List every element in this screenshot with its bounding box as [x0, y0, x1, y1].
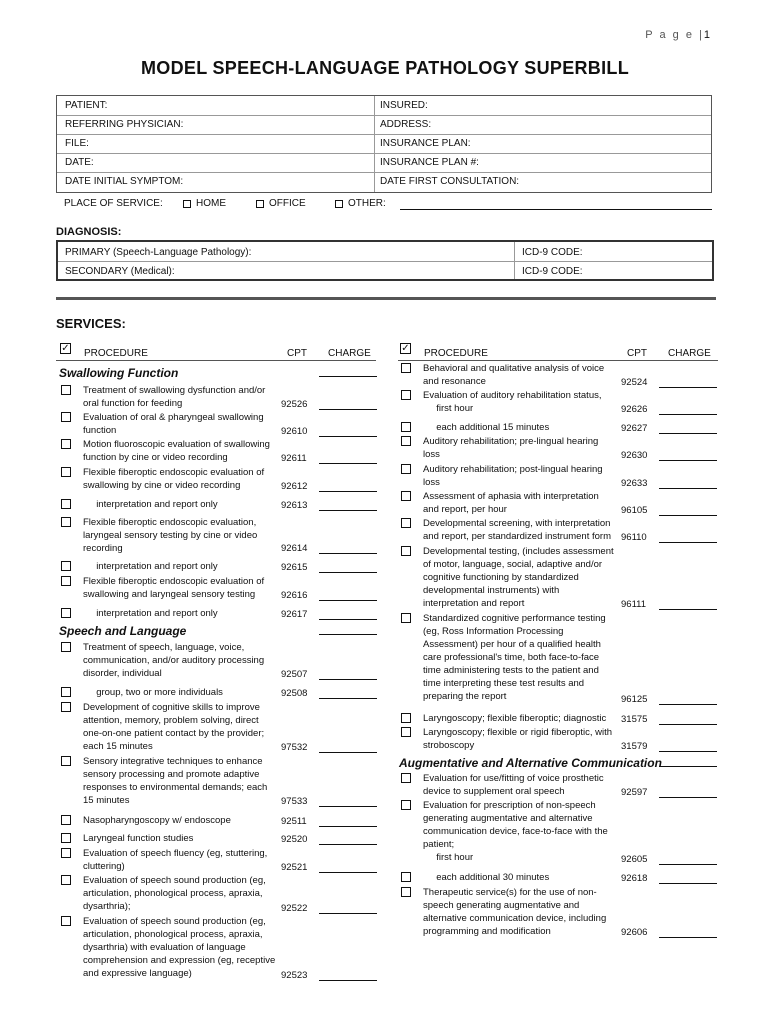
procedure-text: Flexible fiberoptic endoscopic evaluation, laryngeal sensory testing by cine or video recording [83, 517, 258, 554]
procedure-text: Standardized cognitive performance testing (eg, Ross Information Processing Assessment) per hour of a qualified health care professional's time, both face-to-face time administering tests to the patient and time interpreting these test results and preparing the report [423, 613, 606, 702]
charge-line[interactable] [319, 619, 377, 620]
procedure-text: Auditory rehabilitation; post-lingual hearing loss [423, 464, 603, 488]
procedure-text: Evaluation of speech fluency (eg, stuttering, cluttering) [83, 848, 268, 872]
charge-line[interactable] [319, 844, 377, 845]
insurance-plan-number-label: INSURANCE PLAN #: [380, 157, 479, 168]
procedure-checkbox[interactable] [61, 815, 71, 825]
procedure-checkbox[interactable] [401, 800, 411, 810]
charge-line[interactable] [659, 433, 717, 434]
procedure-text: Treatment of speech, language, voice, communication, and/or auditory processing disorder, individual [83, 642, 265, 679]
charge-line[interactable] [659, 460, 717, 461]
charge-header-left: CHARGE [328, 348, 371, 359]
patient-info-box [56, 95, 712, 193]
cpt-code: 92526 [281, 399, 308, 410]
procedure-text: Sensory integrative techniques to enhance sensory processing and promote adaptive responses to environmental demands; each 15 minutes [83, 756, 268, 806]
procedure-checkbox[interactable] [61, 833, 71, 843]
charge-line[interactable] [659, 704, 717, 705]
procedure-text: Evaluation of speech sound production (eg, articulation, phonological process, apraxia, dysarthria); [83, 875, 266, 912]
procedure-checkbox[interactable] [401, 872, 411, 882]
procedure-checkbox[interactable] [61, 702, 71, 712]
page-title: MODEL SPEECH-LANGUAGE PATHOLOGY SUPERBILL [141, 58, 629, 78]
section-title: Speech and Language [59, 624, 187, 638]
cpt-code: 92617 [281, 609, 308, 620]
cpt-code: 97532 [281, 742, 308, 753]
cpt-header-left: CPT [287, 348, 307, 359]
cpt-code: 92524 [621, 377, 648, 388]
procedure-checkbox[interactable] [61, 467, 71, 477]
procedure-checkbox[interactable] [401, 713, 411, 723]
date-label: DATE: [65, 157, 94, 168]
procedure-text: Evaluation of auditory rehabilitation status, first hour [423, 390, 602, 414]
address-label: ADDRESS: [380, 119, 432, 130]
procedure-checkbox[interactable] [61, 499, 71, 509]
procedure-checkbox[interactable] [61, 756, 71, 766]
procedure-text: interpretation and report only [83, 608, 218, 619]
charge-line[interactable] [319, 913, 377, 914]
cpt-code: 92627 [621, 423, 648, 434]
referring-physician-label: REFERRING PHYSICIAN: [65, 119, 184, 130]
charge-line[interactable] [319, 752, 377, 753]
charge-line[interactable] [659, 766, 717, 767]
charge-header-right: CHARGE [668, 348, 711, 359]
header-rule-right [398, 360, 718, 361]
procedure-text: Auditory rehabilitation; pre-lingual hearing loss [423, 436, 599, 460]
cpt-code: 92612 [281, 481, 308, 492]
other-checkbox[interactable] [335, 200, 343, 208]
charge-line[interactable] [319, 510, 377, 511]
procedure-text: group, two or more individuals [83, 687, 223, 698]
cpt-code: 96110 [621, 532, 647, 543]
procedure-checkbox[interactable] [61, 412, 71, 422]
charge-line[interactable] [659, 609, 717, 610]
cpt-code: 92618 [621, 873, 648, 884]
section-title: Swallowing Function [59, 366, 179, 380]
cpt-code: 92606 [621, 927, 648, 938]
charge-line[interactable] [319, 679, 377, 680]
other-label: OTHER: [348, 198, 386, 209]
procedure-checkbox[interactable] [61, 517, 71, 527]
procedure-text: Flexible fiberoptic endoscopic evaluation of swallowing by cine or video recording [83, 467, 265, 491]
primary-diagnosis-label: PRIMARY (Speech-Language Pathology): [65, 247, 252, 258]
procedure-text: Behavioral and qualitative analysis of voice and resonance [423, 363, 605, 387]
procedure-text: Therapeutic service(s) for the use of non- speech generating augmentative and alternative communication device, including programming and modification [423, 887, 607, 937]
charge-line[interactable] [659, 414, 717, 415]
procedure-text: Flexible fiberoptic endoscopic evaluation of swallowing and laryngeal sensory testing [83, 576, 265, 600]
patient-label: PATIENT: [65, 100, 108, 111]
charge-line[interactable] [659, 937, 717, 938]
procedure-text: Assessment of aphasia with interpretation and report, per hour [423, 491, 599, 515]
procedure-text: Evaluation for use/fitting of voice prosthetic device to supplement oral speech [423, 773, 604, 797]
cpt-code: 92615 [281, 562, 308, 573]
charge-line[interactable] [319, 491, 377, 492]
cpt-code: 92520 [281, 834, 308, 845]
charge-line[interactable] [319, 980, 377, 981]
procedure-text: interpretation and report only [83, 561, 218, 572]
charge-line[interactable] [659, 883, 717, 884]
place-of-service-label: PLACE OF SERVICE: [64, 198, 163, 209]
procedure-checkbox[interactable] [401, 464, 411, 474]
cpt-code: 92626 [621, 404, 648, 415]
procedure-text: interpretation and report only [83, 499, 218, 510]
charge-line[interactable] [319, 806, 377, 807]
charge-line[interactable] [659, 724, 717, 725]
icd9-code-secondary-label: ICD-9 CODE: [522, 266, 583, 277]
cpt-code: 96105 [621, 505, 648, 516]
procedure-text: Laryngoscopy; flexible fiberoptic; diagnostic [423, 713, 607, 724]
charge-line[interactable] [659, 387, 717, 388]
cpt-code: 92630 [621, 450, 648, 461]
page-number: P a g e |1 [645, 29, 712, 41]
date-initial-symptom-label: DATE INITIAL SYMPTOM: [65, 176, 184, 187]
check-icon: ✓ [401, 343, 410, 354]
procedure-checkbox[interactable] [401, 436, 411, 446]
procedure-checkbox[interactable] [401, 491, 411, 501]
diagnosis-heading: DIAGNOSIS: [56, 226, 122, 238]
procedure-text: Laryngoscopy; flexible or rigid fiberoptic, with stroboscopy [423, 727, 613, 751]
diagnosis-box [56, 240, 714, 281]
procedure-checkbox[interactable] [401, 613, 411, 623]
procedure-checkbox[interactable] [61, 439, 71, 449]
procedure-checkbox[interactable] [401, 422, 411, 432]
charge-line[interactable] [659, 542, 717, 543]
office-label: OFFICE [269, 198, 306, 209]
check-icon: ✓ [61, 343, 70, 354]
charge-line[interactable] [319, 572, 377, 573]
procedure-text: Evaluation of speech sound production (eg, articulation, phonological process, apraxia, dysarthria) with evaluation of language comprehension and expression (eg, receptive and expressive language) [83, 916, 276, 979]
cpt-code: 92611 [281, 453, 307, 464]
home-label: HOME [196, 198, 226, 209]
charge-line[interactable] [319, 698, 377, 699]
cpt-code: 92614 [281, 543, 308, 554]
procedure-header-left: PROCEDURE [84, 348, 148, 359]
cpt-code: 92610 [281, 426, 308, 437]
charge-line[interactable] [319, 634, 377, 635]
file-label: FILE: [65, 138, 89, 149]
charge-line[interactable] [319, 826, 377, 827]
section-title: Augmentative and Alternative Communication [399, 756, 662, 770]
home-checkbox[interactable] [183, 200, 191, 208]
cpt-code: 92616 [281, 590, 308, 601]
cpt-code: 92511 [281, 816, 307, 827]
cpt-code: 96125 [621, 694, 648, 705]
cpt-code: 92521 [281, 862, 308, 873]
insured-label: INSURED: [380, 100, 428, 111]
procedure-text: each additional 15 minutes [423, 422, 550, 433]
procedure-checkbox[interactable] [61, 642, 71, 652]
services-heading: SERVICES: [56, 316, 126, 331]
cpt-code: 92523 [281, 970, 308, 981]
charge-line[interactable] [319, 376, 377, 377]
procedure-checkbox[interactable] [401, 363, 411, 373]
cpt-code: 92633 [621, 478, 648, 489]
charge-line[interactable] [319, 553, 377, 554]
cpt-code: 31575 [621, 714, 648, 725]
cpt-code: 92507 [281, 669, 308, 680]
charge-line[interactable] [319, 872, 377, 873]
procedure-text: Nasopharyngoscopy w/ endoscope [83, 815, 231, 826]
procedure-checkbox[interactable] [61, 875, 71, 885]
procedure-header-right: PROCEDURE [424, 348, 488, 359]
procedure-checkbox[interactable] [401, 727, 411, 737]
cpt-code: 92597 [621, 787, 648, 798]
charge-line[interactable] [319, 409, 377, 410]
charge-line[interactable] [319, 463, 377, 464]
charge-line[interactable] [659, 488, 717, 489]
procedure-text: each additional 30 minutes [423, 872, 550, 883]
procedure-text: Development of cognitive skills to improve attention, memory, problem solving, direct one-on-one patient contact by the provider; each 15 minutes [83, 702, 265, 752]
procedure-text: Developmental testing, (includes assessment of motor, language, social, adaptive and/or cognitive functioning by standardized developmental instruments) with interpretation and report [423, 546, 614, 609]
procedure-checkbox[interactable] [401, 887, 411, 897]
section-divider [56, 297, 716, 300]
icd9-code-primary-label: ICD-9 CODE: [522, 247, 583, 258]
charge-line[interactable] [319, 600, 377, 601]
procedure-checkbox[interactable] [61, 385, 71, 395]
procedure-checkbox[interactable] [61, 687, 71, 697]
insurance-plan-label: INSURANCE PLAN: [380, 138, 471, 149]
header-rule-left [56, 360, 376, 361]
procedure-text: Laryngeal function studies [83, 833, 194, 844]
procedure-text: Treatment of swallowing dysfunction and/or oral function for feeding [83, 385, 266, 409]
cpt-code: 97533 [281, 796, 308, 807]
procedure-checkbox[interactable] [401, 773, 411, 783]
office-checkbox[interactable] [256, 200, 264, 208]
charge-line[interactable] [659, 515, 717, 516]
procedure-checkbox[interactable] [61, 561, 71, 571]
cpt-code: 92605 [621, 854, 648, 865]
procedure-text: Motion fluoroscopic evaluation of swallowing function by cine or video recording [83, 439, 270, 463]
procedure-checkbox[interactable] [61, 608, 71, 618]
date-first-consultation-label: DATE FIRST CONSULTATION: [380, 176, 520, 187]
cpt-header-right: CPT [627, 348, 647, 359]
cpt-code: 92613 [281, 500, 308, 511]
procedure-checkbox[interactable] [401, 518, 411, 528]
procedure-text: Developmental screening, with interpretation and report, per standardized instrument form [423, 518, 611, 542]
procedure-checkbox[interactable] [61, 916, 71, 926]
cpt-code: 31579 [621, 741, 648, 752]
secondary-diagnosis-label: SECONDARY (Medical): [65, 266, 175, 277]
charge-line[interactable] [659, 797, 717, 798]
procedure-text: Evaluation for prescription of non-speech generating augmentative and alternative communication device, face-to-face with the patient; first hour [423, 800, 608, 863]
charge-line[interactable] [659, 864, 717, 865]
procedure-checkbox[interactable] [61, 576, 71, 586]
other-input-line[interactable] [400, 209, 712, 210]
procedure-checkbox[interactable] [401, 390, 411, 400]
cpt-code: 92522 [281, 903, 308, 914]
charge-line[interactable] [319, 436, 377, 437]
procedure-checkbox[interactable] [61, 848, 71, 858]
cpt-code: 92508 [281, 688, 308, 699]
procedure-text: Evaluation of oral & pharyngeal swallowing function [83, 412, 264, 436]
procedure-checkbox[interactable] [401, 546, 411, 556]
cpt-code: 96111 [621, 599, 647, 610]
charge-line[interactable] [659, 751, 717, 752]
